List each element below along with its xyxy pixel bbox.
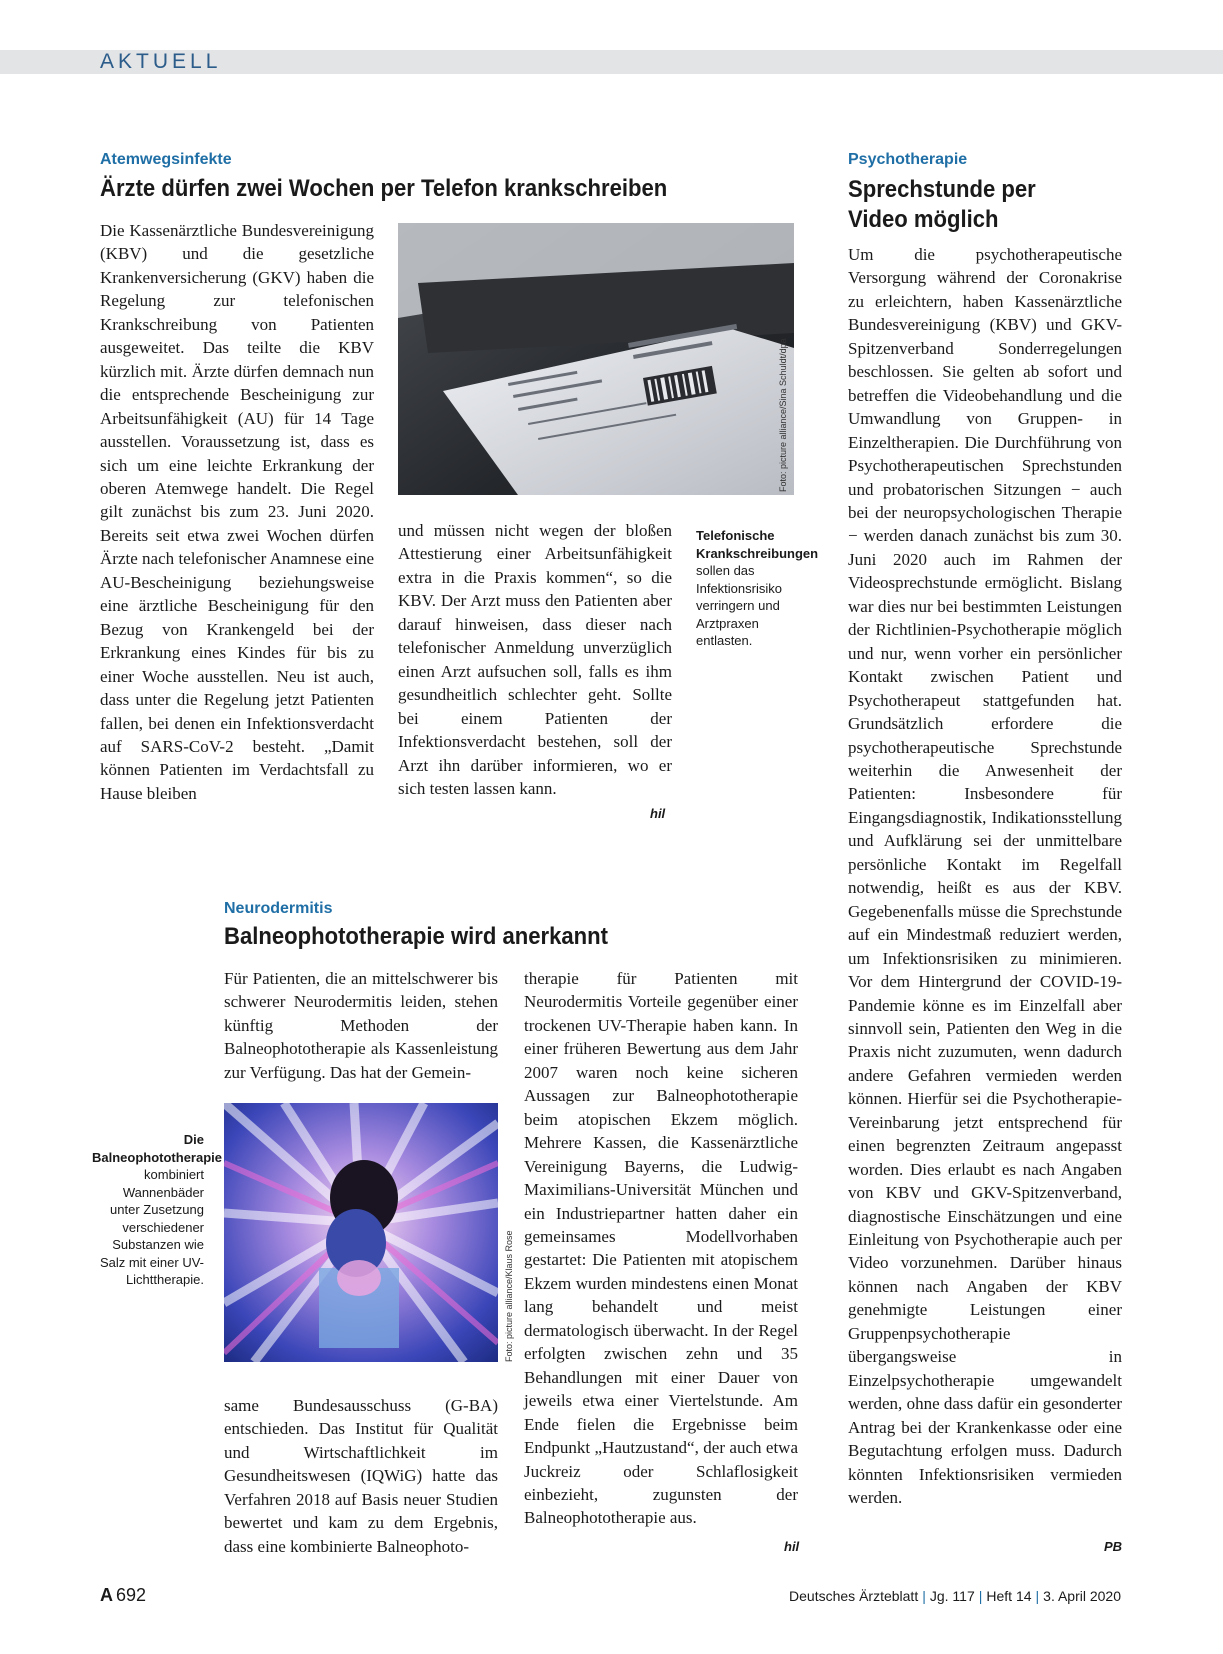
article2-kicker: Neurodermitis xyxy=(224,900,333,917)
article3-headline-line-1: Sprechstunde per xyxy=(848,176,1036,203)
article1-photo-credit: Foto: picture alliance/Sina Schuldt/dpa xyxy=(778,338,788,492)
article2-caption-text: kombiniert Wannenbäder unter Zusetzung verschiedener Substanzen wie Salz mit einer UV-Lichttherapie. xyxy=(99,1167,204,1287)
article3-headline-line-2: Video möglich xyxy=(848,206,999,233)
article2-headline: Balneophototherapie wird anerkannt xyxy=(224,923,608,950)
journal-volume: Jg. 117 xyxy=(929,1588,975,1604)
page-number xyxy=(100,1585,146,1606)
article1-column-2: und müssen nicht wegen der bloßen Attestierung einer Arbeitsunfähigkeit extra in die Praxis kommen“, so die KBV. Der Arzt muss den Patienten aber darauf hinweisen, dass dieser nach telefonischer Anmeldung unverzüglich einen Arzt aufsuchen soll, falls es ihm gesundheitlich schlechter geht. Sollte bei einem Patienten der Infektionsverdacht bestehen, soll der Arzt ihn darüber informieren, wo er sich testen lassen kann. xyxy=(398,521,672,798)
sick-note-photo-image xyxy=(398,223,794,495)
article1-signature: hil xyxy=(650,806,666,821)
journal-footer: Deutsches Ärzteblatt | Jg. 117 | Heft 14 | 3. April 2020 xyxy=(789,1588,1121,1604)
article1-headline: Ärzte dürfen zwei Wochen per Telefon krankschreiben xyxy=(100,175,668,202)
article2-photo-credit: Foto: picture alliance/Klaus Rose xyxy=(504,1230,514,1362)
article2-column-2: therapie für Patienten mit Neurodermitis Vorteile gegenüber einer trockenen UV-Therapie haben kann. In einer früheren Bewertung aus dem Jahr 2007 waren noch keine sicheren Aussagen zur Balneophototherapie beim atopischen Ekzem möglich. Mehrere Kassen, die Kassenärztliche Vereinigung Bayerns, die Ludwig-Maximilians-Universität München und ein Industriepartner hatten daher ein gemeinsames Modellvorhaben gestartet: Die Patienten mit atopischem Ekzem wurden mindestens einen Monat lang behandelt und meist dermatologisch überwacht. In der Regel erfolgten zwischen zehn und 35 Behandlungen mit einer Dauer von jeweils etwa einer Viertelstunde. Am Ende fielen die Ergebnisse beim Endpunkt „Hautzustand“, der auch etwa Juckreiz oder Schlaflosigkeit einbezieht, zugunsten der Balneophototherapie aus. xyxy=(524,969,798,1528)
article2-column-1-bottom: same Bundesausschuss (G-BA) entschieden. Das Institut für Qualität und Wirtschaftlichkeit im Gesundheitswesen (IQWiG) hatte das Verfahren 2018 auf Basis neuer Studien bewertet und kam zu dem Ergebnis, dass eine kombinierte Balneophoto- xyxy=(224,1396,498,1556)
page-prefix: A xyxy=(100,1585,113,1605)
article2-column-1-top: Für Patienten, die an mittelschwerer bis schwerer Neurodermitis leiden, stehen künftig Methoden der Balneophototherapie als Kassenleistung zur Verfügung. Das hat der Gemein- xyxy=(224,969,498,1082)
article2-signature: hil xyxy=(784,1539,800,1554)
article1-caption-bold: Telefonische Krankschreibungen xyxy=(696,528,819,561)
article3-signature: PB xyxy=(1104,1539,1123,1554)
article3-body: Um die psychotherapeutische Versorgung während der Coronakrise zu erleichtern, haben Kassenärztliche Bundesvereinigung (KBV) und GKV-Spitzenverband Sonderregelungen beschlossen. Sie gelten ab sofort und betreffen die Videobehandlung und die Umwandlung von Gruppen- in Einzeltherapien. Die Durchführung von Psychotherapeutischen Sprechstunden und probatorischen Sitzungen − auch bei der neuropsychologischen Therapie − werden danach zunächst bis zum 30. Juni 2020 auch im Rahmen der Videosprechstunde ermöglicht. Bislang war dies nur bei bestimmten Leistungen der Richtlinien-Psychotherapie möglich und nur, wenn vorher ein persönlicher Kontakt zwischen Patient und Psychotherapeut stattgefunden hat. Grundsätzlich erfordere die psychotherapeutische Sprechstunde weiterhin die Anwesenheit der Patienten: Insbesondere für Eingangsdiagnostik, Indikationsstellung und Aufklärung sei der unmittelbare persönliche Kontakt im Regelfall notwendig, heißt es aus der KBV. Gegebenenfalls müsse die Sprechstunde auf ein Mindestmaß reduziert werden, um Infektionsrisiken zu minimieren. Vor dem Hintergrund der COVID-19-Pandemie könne es im Einzelfall aber sinnvoll sein, Patienten den Weg in die Praxis nicht zuzumuten, wenn dadurch andere Gefahren vermieden werden können. Hierfür sei die Psychotherapie-Vereinbarung jetzt entsprechend für einen begrenzten Zeitraum angepasst worden. Dies erlaubt es nach Angaben von KBV und GKV-Spitzenverband, diagnostische Einschätzungen und eine Einleitung von Psychotherapie auch per Video vorzunehmen. Darüber hinaus können nach Angaben der KBV genehmigte Leistungen einer Gruppenpsychotherapie übergangsweise in Einzelpsychotherapie umgewandelt werden, ohne dass dafür ein gesonderter Antrag bei der Krankenkasse oder eine Begutachtung erfolgen muss. Dadurch könnten Infektionsrisiken vermieden werden. xyxy=(848,245,1122,1508)
article2-caption-bold: Die Balneophototherapie xyxy=(92,1132,223,1165)
page-number-value: 692 xyxy=(116,1585,147,1605)
article2-caption xyxy=(92,1131,223,1289)
uv-therapy-photo-image xyxy=(224,1103,498,1362)
article1-caption-text: sollen das Infektionsrisiko verringern und Arztpraxen entlasten. xyxy=(696,563,782,648)
journal-name: Deutsches Ärzteblatt xyxy=(789,1588,919,1604)
article1-column-1: Die Kassenärztliche Bundesvereinigung (KBV) und die gesetzliche Krankenversicherung (GKV) haben die Regelung zur telefonischen Krankschreibung von Patienten ausgeweitet. Das teilte die KBV kürzlich mit. Ärzte dürfen demnach nun die entsprechende Bescheinigung zur Arbeitsunfähigkeit (AU) für 14 Tage ausstellen. Voraussetzung ist, dass es sich um eine leichte Erkrankung der oberen Atemwege handelt. Die Regel gilt zunächst bis zum 23. Juni 2020. Bereits seit etwa zwei Wochen dürfen Ärzte nach telefonischer Anamnese eine AU-Bescheinigung beziehungsweise eine ärztliche Bescheinigung für den Bezug von Krankengeld bei der Erkrankung eines Kindes für bis zu einer Woche ausstellen. Neu ist auch, dass unter die Regelung jetzt Patienten fallen, bei denen ein Infektionsverdacht auf SARS-CoV-2 besteht. „Damit können Patienten im Verdachtsfall zu Hause bleiben xyxy=(100,221,374,803)
article3-kicker: Psychotherapie xyxy=(848,151,968,168)
article1-photo xyxy=(398,223,794,495)
section-label: AKTUELL xyxy=(100,50,222,73)
journal-date: 3. April 2020 xyxy=(1043,1588,1121,1604)
article1-caption xyxy=(696,527,819,650)
journal-issue: Heft 14 xyxy=(986,1588,1032,1604)
article1-kicker: Atemwegsinfekte xyxy=(100,151,232,168)
article2-photo xyxy=(224,1103,498,1362)
